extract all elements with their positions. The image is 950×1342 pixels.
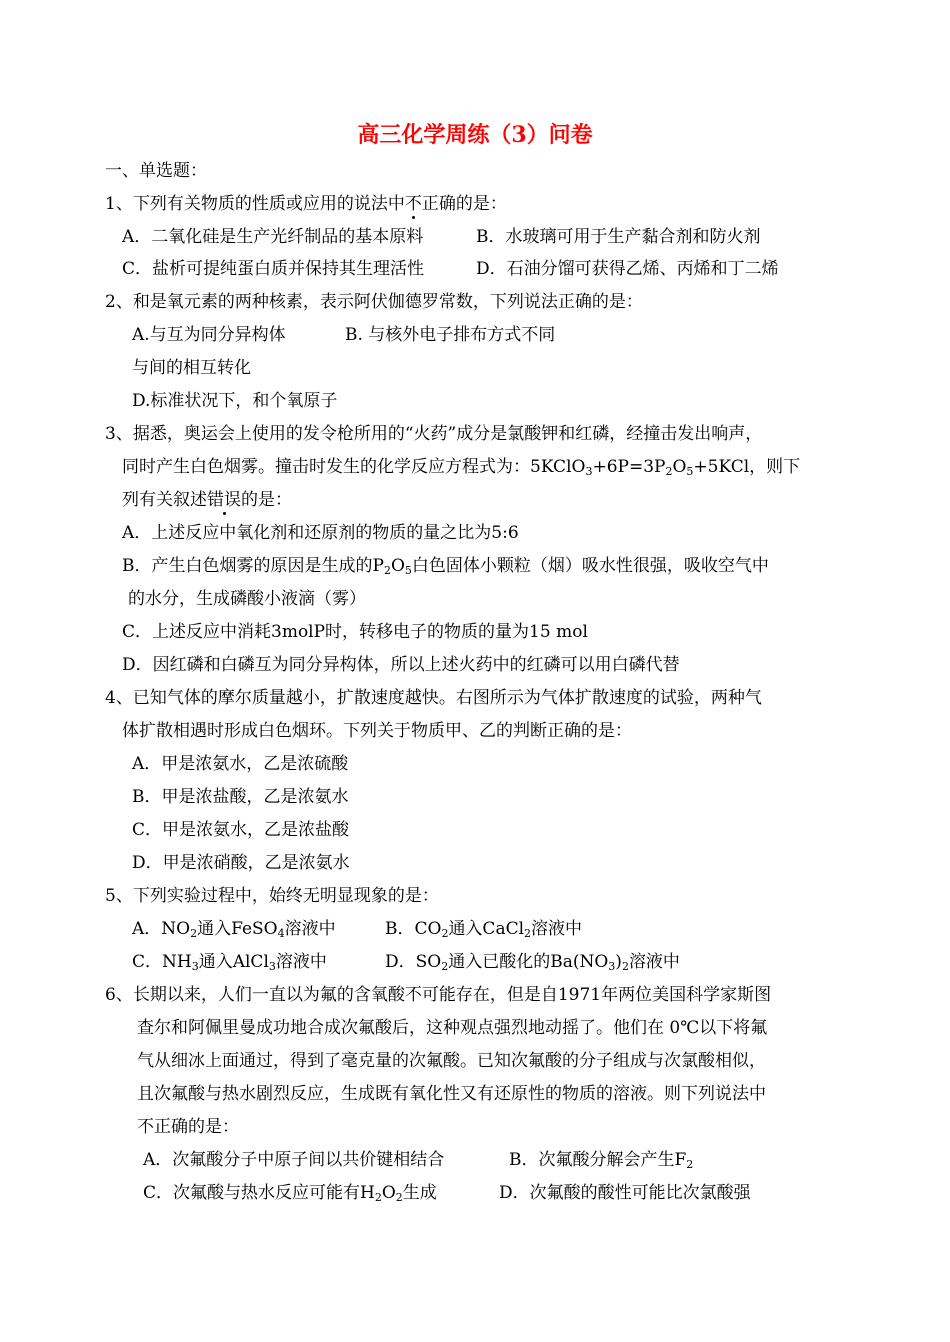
q6-stem-line3: 气从细冰上面通过，得到了毫克量的次氟酸。已知次氟酸的分子组成与次氯酸相似， (137, 1051, 766, 1071)
q3-option-a: A．上述反应中氧化剂和还原剂的物质的量之比为5:6 (122, 523, 519, 543)
emphasis-mark: 不 (404, 194, 422, 214)
q2-option-b: B. 与核外电子排布方式不同 (345, 325, 556, 345)
q5-option-a: A．$NO_2$通入FeSO$_4$溶液中 (132, 919, 336, 940)
page-title: 高三化学周练（3）问卷 (357, 122, 593, 148)
q3-option-c: C．上述反应中消耗3molP时，转移电子的物质的量为15 mol (122, 622, 588, 642)
q3-stem-line2: 同时产生白色烟雾。撞击时发生的化学反应方程式为：$5KClO_3+6P=3P_2O_5+5KCl$，则下 (122, 457, 801, 478)
q3-stem-line1: 3、据悉，奥运会上使用的发令枪所用的“火药”成分是氯酸钾和红磷，经撞击发出响声， (105, 424, 763, 444)
q4-option-a: A．甲是浓氨水，乙是浓硫酸 (132, 754, 349, 774)
q6-option-d: D．次氟酸的酸性可能比次氯酸强 (499, 1183, 751, 1203)
q2-option-c: 与间的相互转化 (132, 358, 251, 378)
q1-option-c: C．盐析可提纯蛋白质并保持其生理活性 (122, 259, 425, 279)
q6-stem-line1: 6、长期以来，人们一直以为氟的含氧酸不可能存在，但是自1971年两位美国科学家斯图 (105, 985, 772, 1005)
q2-stem: 2、和是氧元素的两种核素，表示阿伏伽德罗常数，下列说法正确的是： (105, 292, 643, 312)
q6-stem-line5: 不正确的是： (137, 1117, 239, 1137)
q2-option-d: D.标准状况下，和个氧原子 (132, 391, 338, 411)
q6-stem-line2: 查尔和阿佩里曼成功地合成次氟酸后，这种观点强烈地动摇了。他们在 0℃以下将氟 (137, 1018, 768, 1038)
section-heading: 一、单选题： (105, 161, 207, 181)
q5-option-c: C．$NH_3$通入AlCl$_3$溶液中 (132, 952, 327, 973)
q4-option-b: B．甲是浓盐酸，乙是浓氨水 (132, 787, 349, 807)
q1-stem: 1、下列有关物质的性质或应用的说法中不正确的是： (105, 194, 507, 214)
q5-option-b: B．$CO_2$通入CaCl$_2$溶液中 (385, 919, 583, 940)
q6-stem-line4: 且次氟酸与热水剧烈反应，生成既有氧化性又有还原性的物质的溶液。则下列说法中 (137, 1084, 766, 1104)
q5-stem: 5、下列实验过程中，始终无明显现象的是： (105, 886, 439, 906)
q6-option-a: A．次氟酸分子中原子间以共价键相结合 (143, 1150, 445, 1170)
q2-option-a: A.与互为同分异构体 (132, 325, 286, 345)
q4-option-d: D．甲是浓硝酸，乙是浓氨水 (132, 853, 350, 873)
q4-option-c: C．甲是浓氨水，乙是浓盐酸 (132, 820, 350, 840)
q6-option-b: B．次氟酸分解会产生$F_2$ (509, 1150, 694, 1171)
q3-option-d: D．因红磷和白磷互为同分异构体，所以上述火药中的红磷可以用白磷代替 (122, 655, 680, 675)
q6-option-c: C．次氟酸与热水反应可能有$H_2O_2$生成 (143, 1183, 437, 1204)
q3-stem-line3: 列有关叙述错误的是： (122, 490, 292, 510)
q1-option-a: A．二氧化硅是生产光纤制品的基本原料 (122, 227, 424, 247)
q4-stem-line1: 4、已知气体的摩尔质量越小，扩散速度越快。右图所示为气体扩散速度的试验，两种气 (105, 688, 762, 708)
q3-option-b-line1: B．产生白色烟雾的原因是生成的$P_2O_5$白色固体小颗粒（烟）吸水性很强，吸收空气中 (122, 556, 769, 577)
q1-option-b: B．水玻璃可用于生产黏合剂和防火剂 (476, 227, 761, 247)
q4-stem-line2: 体扩散相遇时形成白色烟环。下列关于物质甲、乙的判断正确的是： (122, 721, 632, 741)
q5-option-d: D．$SO_2$通入已酸化的$Ba(NO_3)_2$溶液中 (385, 952, 680, 973)
q3-option-b-line2: 的水分，生成磷酸小液滴（雾） (128, 589, 366, 609)
emphasis-mark: 错误 (207, 490, 241, 510)
q1-option-d: D．石油分馏可获得乙烯、丙烯和丁二烯 (476, 259, 779, 279)
